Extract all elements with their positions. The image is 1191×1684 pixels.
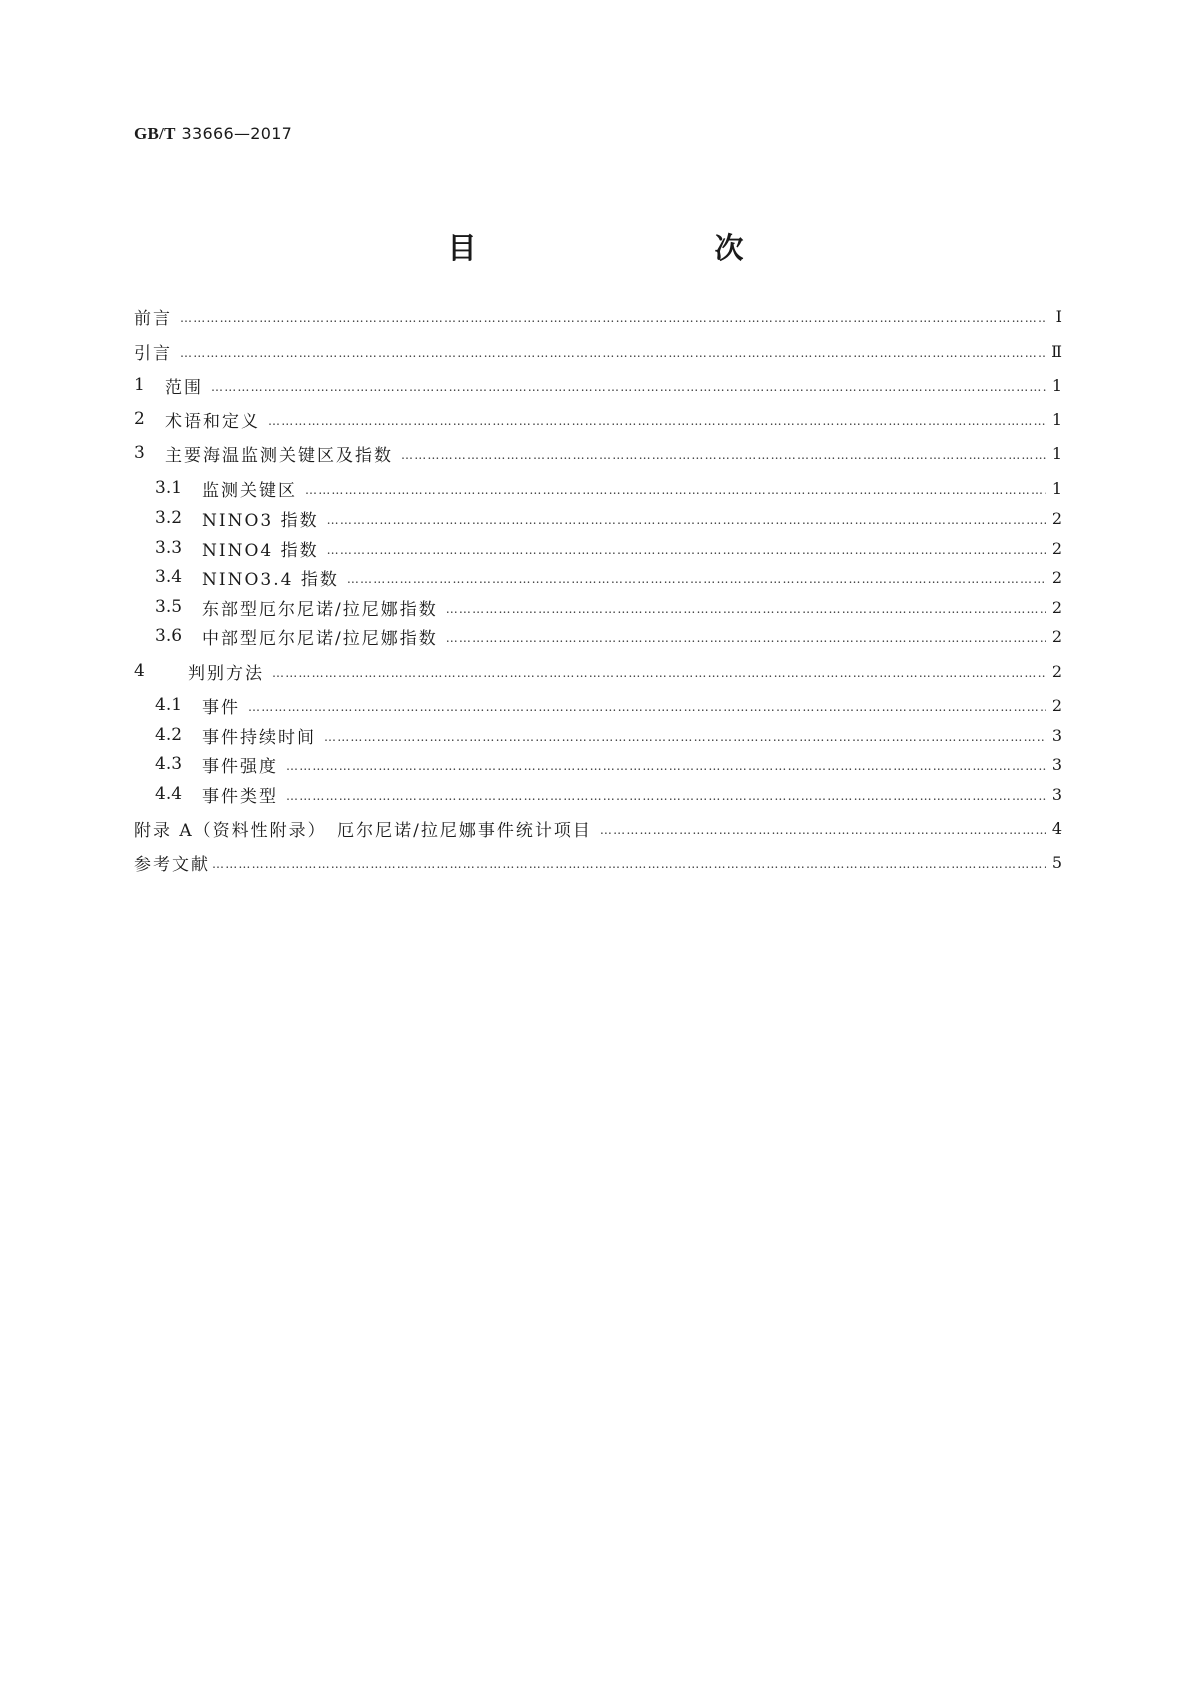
toc-leader-dots <box>600 815 1046 841</box>
toc-leader-dots <box>211 372 1046 398</box>
toc-leader-dots <box>446 623 1046 649</box>
toc-leader-dots <box>248 692 1046 718</box>
toc-entry-title: 判别方法 <box>188 663 264 684</box>
page-title: 目 次 <box>447 231 804 265</box>
toc-page-number: 2 <box>1051 538 1062 558</box>
toc-leader-dots <box>446 594 1046 620</box>
toc-entry-number: 3.2 <box>155 508 183 528</box>
toc-leader-dots <box>327 505 1046 531</box>
toc-entry-title: 监测关键区 <box>202 480 297 501</box>
toc-entry-title: 东部型厄尔尼诺/拉尼娜指数 <box>202 599 438 620</box>
toc-entry-4-1[interactable] <box>155 692 1062 718</box>
toc-entry-number: 3.1 <box>155 478 183 498</box>
toc-page-number: 2 <box>1051 661 1062 681</box>
standard-number: 33666—2017 <box>181 124 293 143</box>
toc-leader-dots <box>401 440 1046 466</box>
toc-page-number: 3 <box>1051 784 1062 804</box>
toc-leader-dots <box>324 722 1046 748</box>
toc-entry-title: 前言 <box>134 308 172 329</box>
toc-entry-title: 术语和定义 <box>165 411 260 432</box>
toc-entry-number: 1 <box>134 375 145 395</box>
toc-entry-number: 4.1 <box>155 695 183 715</box>
toc-page-number: Ⅰ <box>1055 306 1062 326</box>
toc-entry-introduction[interactable] <box>134 338 1062 364</box>
toc-entry-title: 事件强度 <box>202 756 278 777</box>
toc-entry-number: 3 <box>134 443 145 463</box>
toc-page-number: 3 <box>1051 725 1062 745</box>
toc-entry-title: 附录 A（资料性附录） 厄尔尼诺/拉尼娜事件统计项目 <box>134 820 592 841</box>
toc-page-number: 1 <box>1051 409 1062 429</box>
toc-leader-dots <box>327 535 1046 561</box>
toc-entry-number: 2 <box>134 409 145 429</box>
toc-page-number: 1 <box>1051 443 1062 463</box>
toc-entry-title: 引言 <box>134 343 172 364</box>
toc-page-number: 2 <box>1051 695 1062 715</box>
toc-page-number: Ⅱ <box>1051 341 1062 361</box>
toc-leader-dots <box>286 781 1046 807</box>
toc-leader-dots <box>305 475 1046 501</box>
toc-entry-number: 4 <box>134 661 145 681</box>
toc-entry-3-5[interactable] <box>155 594 1062 620</box>
toc-entry-number: 3.5 <box>155 597 183 617</box>
toc-entry-number: 3.6 <box>155 626 183 646</box>
toc-leader-dots <box>286 751 1046 777</box>
toc-leader-dots <box>180 303 1046 329</box>
toc-page-number: 1 <box>1051 478 1062 498</box>
toc-entry-3-2[interactable] <box>155 505 1062 531</box>
toc-entry-bibliography[interactable] <box>134 849 1062 875</box>
toc-entry-annex-a[interactable] <box>134 815 1062 841</box>
toc-entry-3-3[interactable] <box>155 535 1062 561</box>
toc-entry-3[interactable] <box>134 440 1062 466</box>
toc-entry-3-4[interactable] <box>155 564 1062 590</box>
toc-entry-number: 4.4 <box>155 784 183 804</box>
toc-entry-title: 范围 <box>165 377 203 398</box>
toc-page-number: 2 <box>1051 508 1062 528</box>
toc-entry-title: NINO3 指数 <box>202 510 319 531</box>
toc-entry-foreword[interactable] <box>134 303 1062 329</box>
toc-entry-title: 主要海温监测关键区及指数 <box>165 445 393 466</box>
toc-entry-title: 事件持续时间 <box>202 727 316 748</box>
toc-page-number: 3 <box>1051 754 1062 774</box>
toc-leader-dots <box>212 849 1046 875</box>
toc-page-number: 4 <box>1051 818 1062 838</box>
toc-entry-2[interactable] <box>134 406 1062 432</box>
toc-entry-title: 事件类型 <box>202 786 278 807</box>
toc-page-number: 1 <box>1051 375 1062 395</box>
toc-leader-dots <box>347 564 1046 590</box>
toc-entry-4-3[interactable] <box>155 751 1062 777</box>
toc-entry-4[interactable] <box>134 658 1062 684</box>
toc-page-number: 5 <box>1051 852 1062 872</box>
toc-entry-3-6[interactable] <box>155 623 1062 649</box>
toc-entry-number: 3.4 <box>155 567 183 587</box>
toc-entry-title: 中部型厄尔尼诺/拉尼娜指数 <box>202 628 438 649</box>
toc-entry-title: NINO3.4 指数 <box>202 569 339 590</box>
toc-entry-number: 4.2 <box>155 725 183 745</box>
toc-leader-dots <box>268 406 1046 432</box>
toc-entry-title: 事件 <box>202 697 240 718</box>
standard-prefix: GB/T <box>134 124 176 143</box>
toc-page-number: 2 <box>1051 626 1062 646</box>
toc-entry-title: 参考文献 <box>134 854 210 875</box>
toc-entry-4-2[interactable] <box>155 722 1062 748</box>
toc-entry-3-1[interactable] <box>155 475 1062 501</box>
toc-entry-number: 4.3 <box>155 754 183 774</box>
toc-page-number: 2 <box>1051 567 1062 587</box>
toc-entry-4-4[interactable] <box>155 781 1062 807</box>
toc-page-number: 2 <box>1051 597 1062 617</box>
toc-entry-1[interactable] <box>134 372 1062 398</box>
toc-entry-number: 3.3 <box>155 538 183 558</box>
toc-entry-title: NINO4 指数 <box>202 540 319 561</box>
toc-leader-dots <box>272 658 1046 684</box>
toc-leader-dots <box>180 338 1045 364</box>
table-of-contents <box>134 0 1062 1684</box>
